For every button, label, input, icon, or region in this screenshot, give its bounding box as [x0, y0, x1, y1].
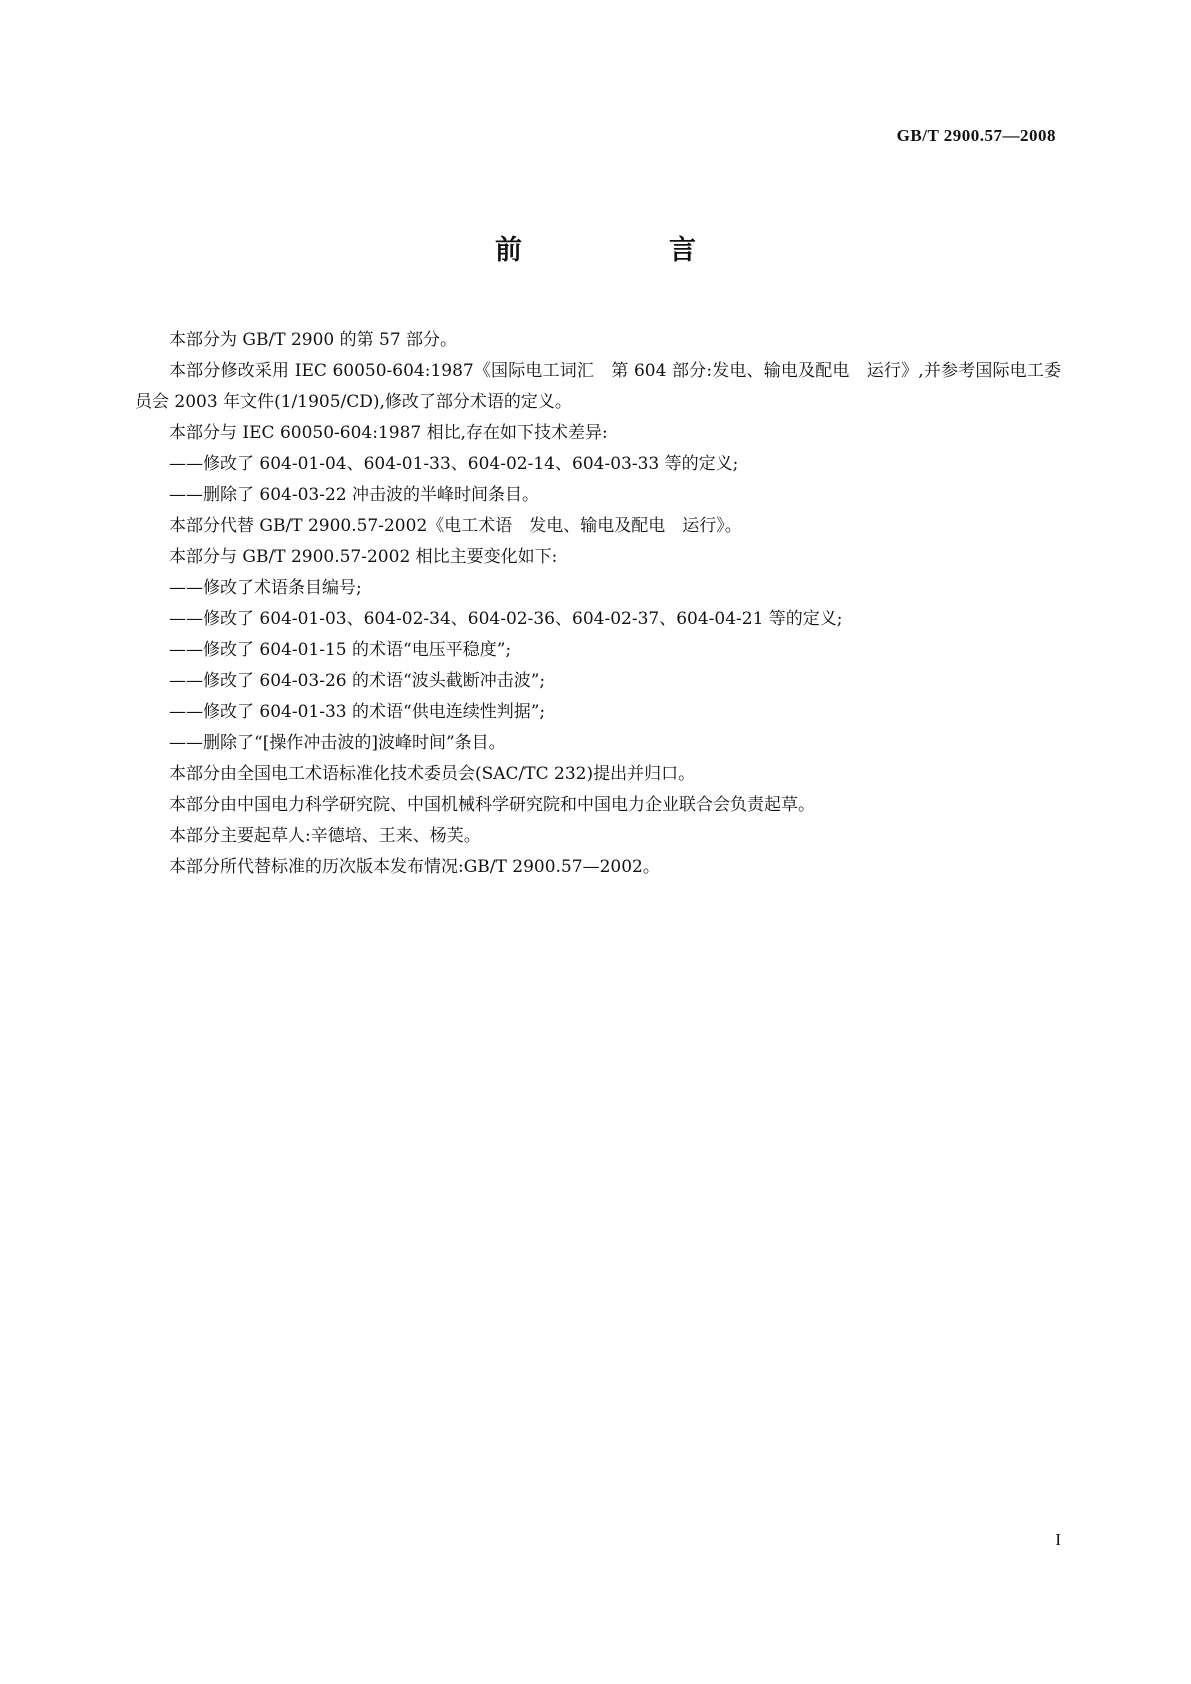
standard-code: GB/T 2900.57—2008	[896, 126, 1056, 145]
paragraph: 本部分代替 GB/T 2900.57-2002《电工术语 发电、输电及配电 运行》。	[169, 516, 742, 536]
paragraph: 本部分与 GB/T 2900.57-2002 相比主要变化如下:	[169, 547, 558, 567]
list-item: ——修改了 604-03-26 的术语“波头截断冲击波”;	[169, 671, 546, 691]
paragraph: 本部分所代替标准的历次版本发布情况:GB/T 2900.57—2002。	[169, 857, 660, 877]
paragraph: 本部分由全国电工术语标准化技术委员会(SAC/TC 232)提出并归口。	[169, 764, 696, 784]
paragraph: 本部分主要起草人:辛德培、王来、杨芙。	[169, 826, 481, 846]
page-title: 前 言	[495, 235, 756, 266]
foreword-body	[135, 325, 1061, 883]
paragraph: 本部分与 IEC 60050-604:1987 相比,存在如下技术差异:	[169, 423, 608, 443]
list-item: ——修改了 604-01-33 的术语“供电连续性判据”;	[169, 702, 546, 722]
list-item: ——删除了“[操作冲击波的]波峰时间”条目。	[169, 733, 506, 753]
list-item: ——删除了 604-03-22 冲击波的半峰时间条目。	[169, 485, 540, 505]
list-item: ——修改了术语条目编号;	[169, 578, 362, 598]
list-item: ——修改了 604-01-04、604-01-33、604-02-14、604-03-33 等的定义;	[169, 454, 739, 474]
paragraph: 本部分修改采用 IEC 60050-604:1987《国际电工词汇 第 604 部分:发电、输电及配电 运行》,并参考国际电工委员会 2003 年文件(1/1905/CD),修改了部分术语的定义。	[135, 361, 1061, 412]
paragraph: 本部分为 GB/T 2900 的第 57 部分。	[169, 330, 458, 350]
paragraph: 本部分由中国电力科学研究院、中国机械科学研究院和中国电力企业联合会负责起草。	[169, 795, 815, 815]
list-item: ——修改了 604-01-15 的术语“电压平稳度”;	[169, 640, 512, 660]
list-item: ——修改了 604-01-03、604-02-34、604-02-36、604-02-37、604-04-21 等的定义;	[169, 609, 843, 629]
page-number: I	[1055, 1530, 1061, 1549]
